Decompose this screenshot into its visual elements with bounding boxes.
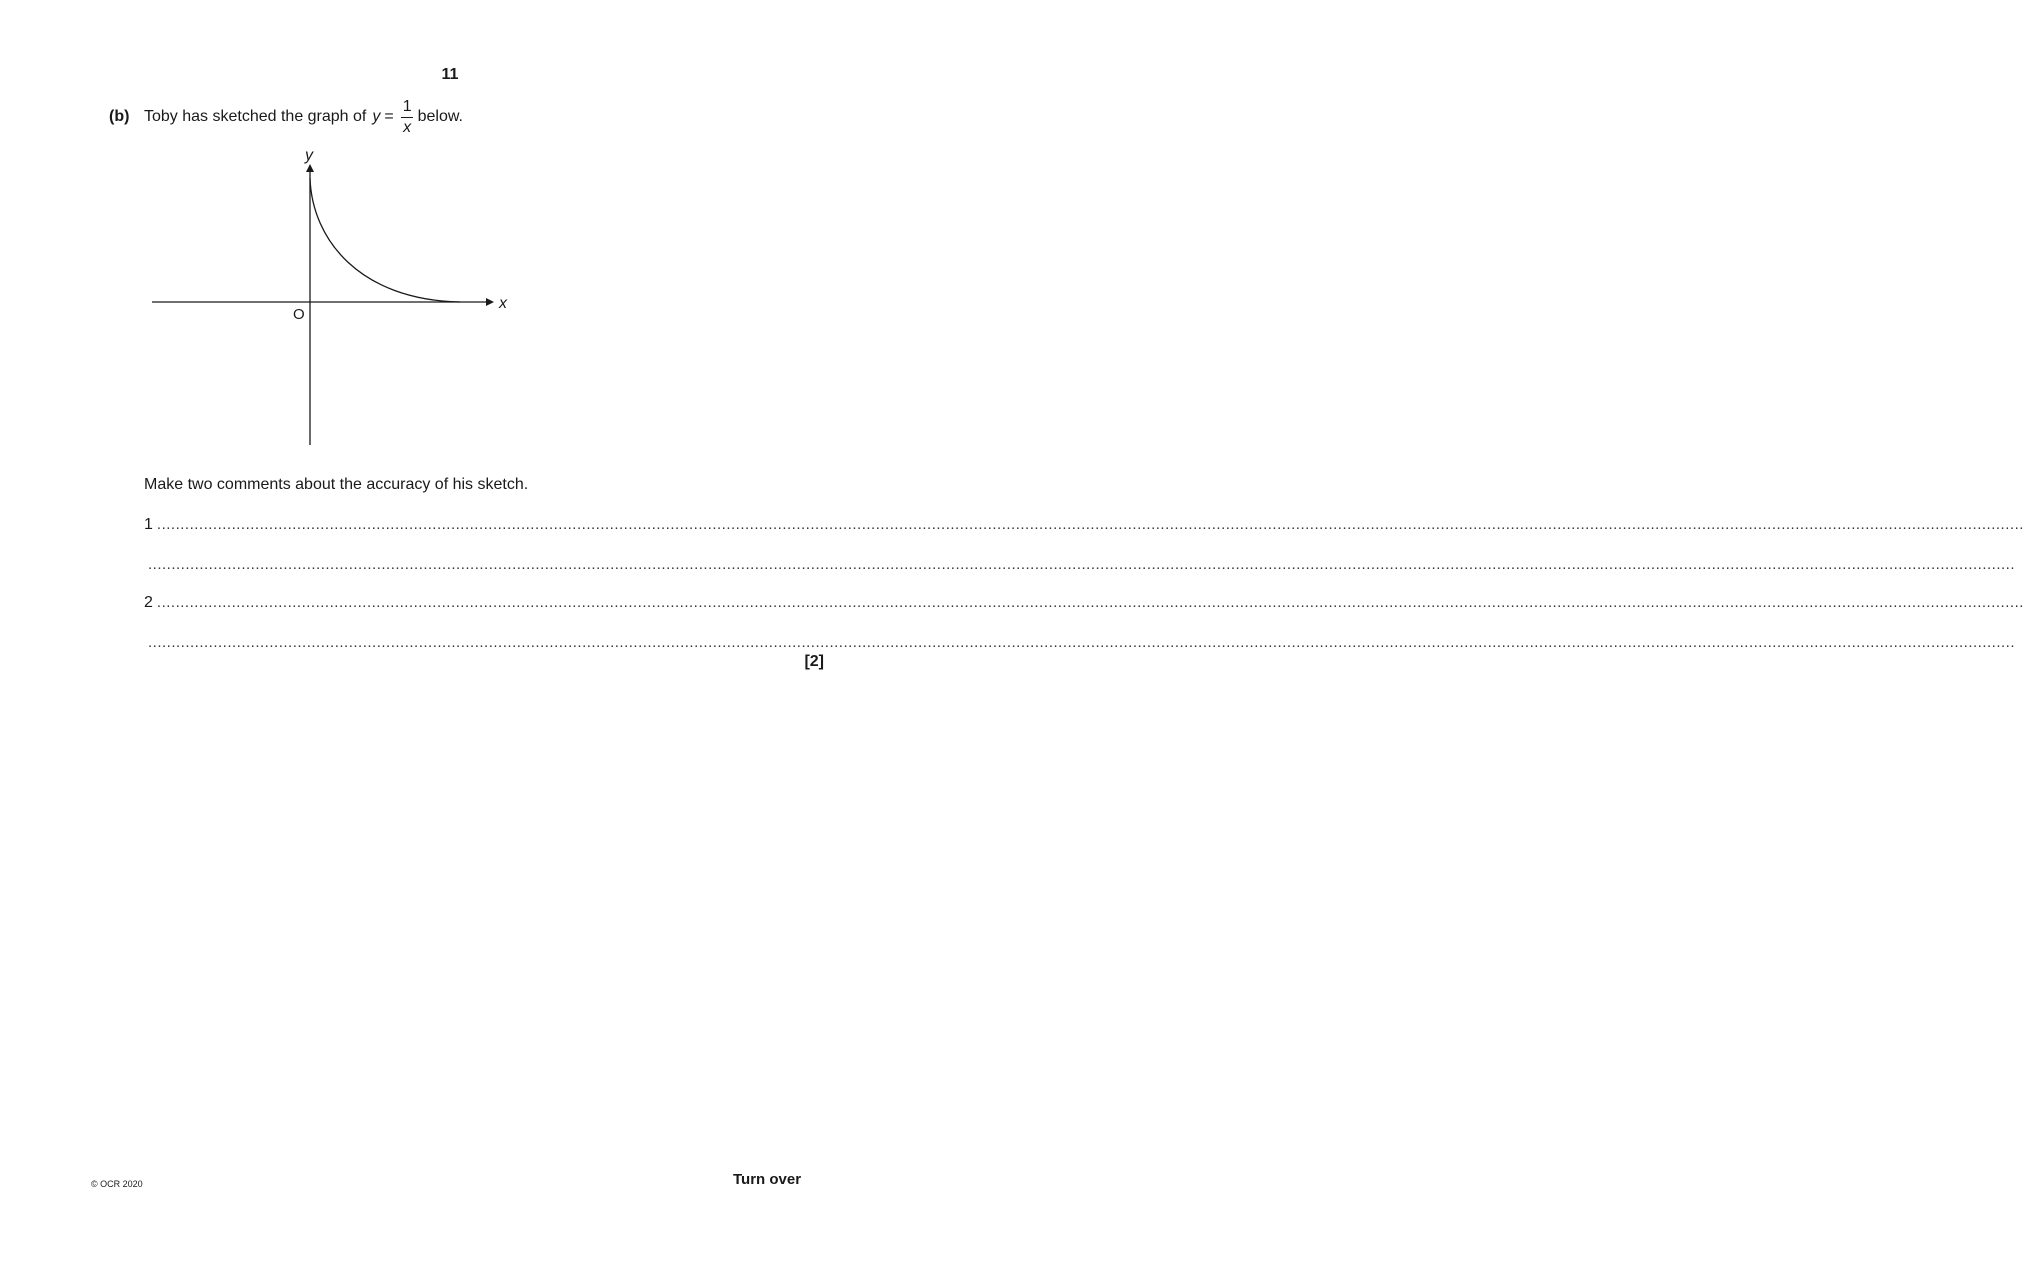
answer-line-number: 2 xyxy=(144,594,153,611)
x-axis-arrow-icon xyxy=(486,298,494,306)
answer-line-number: 1 xyxy=(144,516,153,533)
part-label: (b) xyxy=(109,108,130,125)
sketched-curve xyxy=(310,178,460,302)
y-axis-arrow-icon xyxy=(306,164,314,172)
answer-line-1-continued[interactable] xyxy=(144,556,2015,573)
answer-line-2-continued[interactable] xyxy=(144,634,2015,651)
page-number: 11 xyxy=(441,66,459,83)
copyright-notice: © OCR 2020 xyxy=(91,1179,143,1189)
equation-equals: = xyxy=(384,108,394,125)
answer-line-2[interactable] xyxy=(144,594,2024,612)
x-axis-label: x xyxy=(499,295,507,312)
answer-dotted-line: ................................................................................................................................................................................................................................................................................................................................................................................................................ xyxy=(156,516,2024,533)
equation-lhs: y xyxy=(372,108,381,125)
answer-dotted-line: ................................................................................................................................................................................................................................................................................................................................................................................................................ xyxy=(156,594,2024,611)
answer-dotted-line: ................................................................................................................................................................................................................................................................................................................................................................................................................ xyxy=(148,634,2015,651)
intro-text-after: below. xyxy=(417,108,463,125)
turn-over-label: Turn over xyxy=(733,1171,802,1188)
question-prompt: Make two comments about the accuracy of his sketch. xyxy=(144,476,529,493)
y-axis-label: y xyxy=(305,147,313,164)
marks-badge: [2] xyxy=(804,653,824,670)
answer-dotted-line: ................................................................................................................................................................................................................................................................................................................................................................................................................ xyxy=(148,556,2015,573)
fraction-denominator: x xyxy=(403,118,412,136)
origin-label: O xyxy=(293,306,305,323)
answer-line-1[interactable] xyxy=(144,516,2024,534)
graph-sketch xyxy=(0,0,900,470)
intro-text-before: Toby has sketched the graph of xyxy=(144,108,367,125)
fraction-numerator: 1 xyxy=(402,97,412,115)
